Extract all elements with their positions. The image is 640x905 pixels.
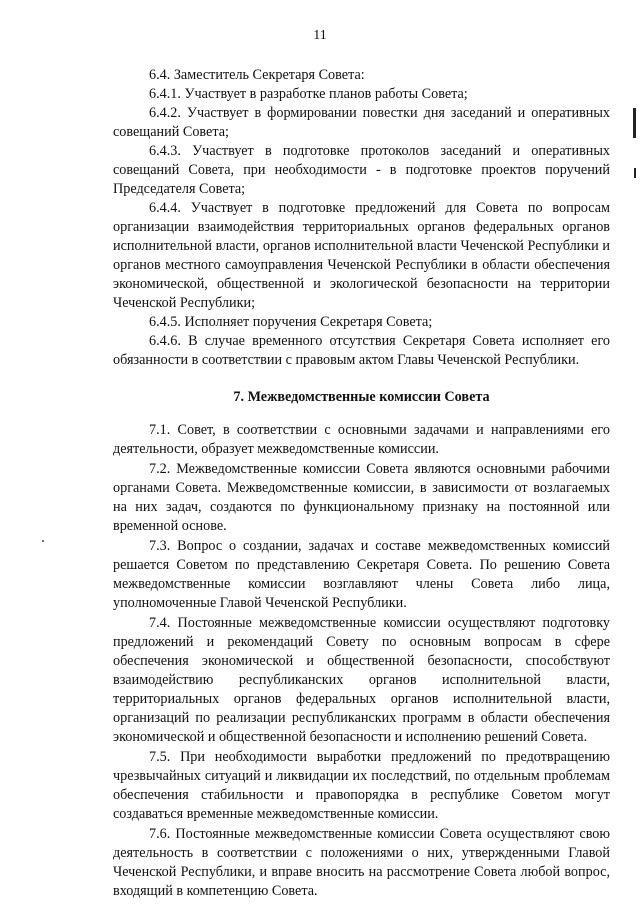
scan-edge-mark-top [633, 108, 636, 138]
paragraph-6-4-6: 6.4.6. В случае временного отсутствия Секретаря Совета исполняет его обязанности в соответствии с правовым актом Главы Чеченской Республики. [113, 333, 610, 368]
scan-edge-mark-middle [634, 168, 636, 178]
paragraph-6-4-5: 6.4.5. Исполняет поручения Секретаря Совета; [149, 314, 433, 330]
paragraph-6-4-4: 6.4.4. Участвует в подготовке предложений для Совета по вопросам организации взаимодействия территориальных органов федеральных органов исполнительной власти, органов исполнительной власти Чеченской Республики и органов местного самоуправления Чеченской Республики в области обеспечения экономической, общественной и экологической безопасности на территории Чеченской Республики; [113, 200, 610, 311]
paragraph-7-1: 7.1. Совет, в соответствии с основными задачами и направлениями его деятельности, образует межведомственные комиссии. [113, 422, 610, 457]
paragraph-6-4-2: 6.4.2. Участвует в формировании повестки дня заседаний и оперативных совещаний Совета; [113, 105, 610, 140]
scan-speck [42, 540, 44, 542]
paragraph-7-4: 7.4. Постоянные межведомственные комиссии осуществляют подготовку предложений и рекомендаций Совету по основным вопросам в сфере обеспечения экономической и общественной безопасности, способствуют взаимодействию республиканских органов исполнительной власти, территориальных органов федеральных органов исполнительной власти, организаций по реализации республиканских программ в области обеспечения экономической и общественной безопасности и исполнению решений Совета. [113, 615, 610, 745]
document-body [113, 66, 610, 901]
section-7-heading: 7. Межведомственные комиссии Совета [233, 389, 490, 405]
paragraph-7-3: 7.3. Вопрос о создании, задачах и составе межведомственных комиссий решается Советом по представлению Секретаря Совета. По решению Совета межведомственные комиссии возглавляют члены Совета либо лица, уполномоченные Главой Чеченской Республики. [113, 538, 610, 611]
paragraph-6-4-1: 6.4.1. Участвует в разработке планов работы Совета; [149, 86, 468, 102]
paragraph-6-4-3: 6.4.3. Участвует в подготовке протоколов заседаний и оперативных совещаний Совета, при необходимости - в подготовке проектов поручений Председателя Совета; [113, 143, 610, 197]
page-number: 11 [313, 28, 327, 43]
paragraph-6-4: 6.4. Заместитель Секретаря Совета: [149, 67, 365, 83]
paragraph-7-2: 7.2. Межведомственные комиссии Совета являются основными рабочими органами Совета. Межведомственные комиссии, в зависимости от возлагаемых на них задач, создаются по функциональному признаку на постоянной или временной основе. [113, 461, 610, 534]
paragraph-7-5: 7.5. При необходимости выработки предложений по предотвращению чрезвычайных ситуаций и ликвидации их последствий, по отдельным проблемам обеспечения стабильности и правопорядка в республике Советом могут создаваться временные межведомственные комиссии. [113, 749, 610, 822]
paragraph-7-6: 7.6. Постоянные межведомственные комиссии Совета осуществляют свою деятельность в соответствии с положениями о них, утвержденными Главой Чеченской Республики, и вправе вносить на рассмотрение Совета любой вопрос, входящий в компетенцию Совета. [113, 826, 610, 899]
